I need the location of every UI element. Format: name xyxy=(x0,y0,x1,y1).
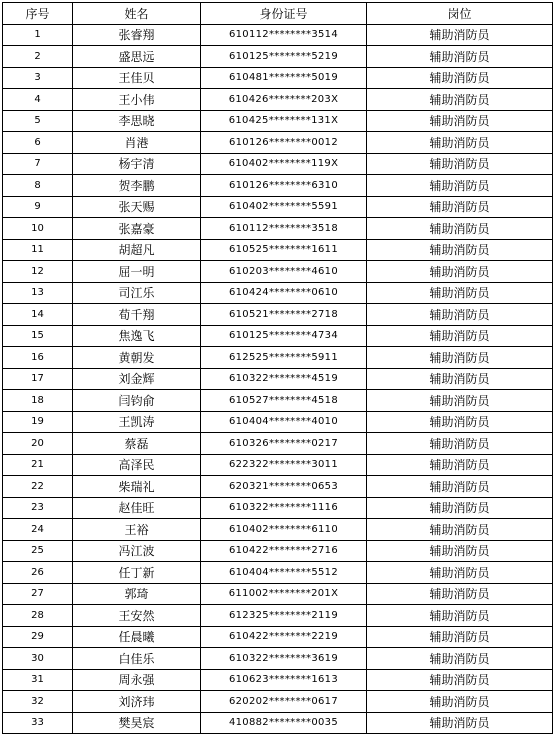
seq-cell: 12 xyxy=(3,261,73,283)
id-cell: 610402********5591 xyxy=(201,196,367,218)
post-cell: 辅助消防员 xyxy=(367,605,553,627)
id-cell: 610322********4519 xyxy=(201,368,367,390)
seq-cell: 32 xyxy=(3,691,73,713)
name-cell: 高泽民 xyxy=(73,454,201,476)
seq-cell: 2 xyxy=(3,46,73,68)
post-cell: 辅助消防员 xyxy=(367,691,553,713)
table-row xyxy=(3,153,553,175)
seq-cell: 23 xyxy=(3,497,73,519)
post-cell: 辅助消防员 xyxy=(367,153,553,175)
name-cell: 司江乐 xyxy=(73,282,201,304)
post-cell: 辅助消防员 xyxy=(367,67,553,89)
id-cell: 612325********2119 xyxy=(201,605,367,627)
name-cell: 任晨曦 xyxy=(73,626,201,648)
post-cell: 辅助消防员 xyxy=(367,347,553,369)
name-cell: 王裕 xyxy=(73,519,201,541)
table-row xyxy=(3,24,553,46)
post-cell: 辅助消防员 xyxy=(367,583,553,605)
id-cell: 610322********1116 xyxy=(201,497,367,519)
id-cell: 610425********131X xyxy=(201,110,367,132)
seq-cell: 6 xyxy=(3,132,73,154)
post-cell: 辅助消防员 xyxy=(367,175,553,197)
name-cell: 黄朝发 xyxy=(73,347,201,369)
id-cell: 610112********3518 xyxy=(201,218,367,240)
table-row xyxy=(3,282,553,304)
table-row xyxy=(3,691,553,713)
post-cell: 辅助消防员 xyxy=(367,196,553,218)
table-row xyxy=(3,67,553,89)
post-cell: 辅助消防员 xyxy=(367,261,553,283)
post-cell: 辅助消防员 xyxy=(367,712,553,734)
post-cell: 辅助消防员 xyxy=(367,282,553,304)
seq-cell: 14 xyxy=(3,304,73,326)
id-cell: 610404********4010 xyxy=(201,411,367,433)
post-cell: 辅助消防员 xyxy=(367,110,553,132)
personnel-table xyxy=(2,2,553,734)
name-cell: 白佳乐 xyxy=(73,648,201,670)
name-cell: 赵佳旺 xyxy=(73,497,201,519)
seq-cell: 5 xyxy=(3,110,73,132)
seq-cell: 13 xyxy=(3,282,73,304)
table-row xyxy=(3,433,553,455)
post-cell: 辅助消防员 xyxy=(367,89,553,111)
id-cell: 611002********201X xyxy=(201,583,367,605)
name-cell: 盛思远 xyxy=(73,46,201,68)
seq-cell: 21 xyxy=(3,454,73,476)
seq-cell: 19 xyxy=(3,411,73,433)
name-cell: 冯江波 xyxy=(73,540,201,562)
id-cell: 610402********6110 xyxy=(201,519,367,541)
table-row xyxy=(3,304,553,326)
name-cell: 荀千翔 xyxy=(73,304,201,326)
name-cell: 王凯涛 xyxy=(73,411,201,433)
id-cell: 610426********203X xyxy=(201,89,367,111)
table-row xyxy=(3,411,553,433)
post-cell: 辅助消防员 xyxy=(367,497,553,519)
name-cell: 贺李鹏 xyxy=(73,175,201,197)
seq-cell: 24 xyxy=(3,519,73,541)
name-cell: 郭琦 xyxy=(73,583,201,605)
name-cell: 柴瑞礼 xyxy=(73,476,201,498)
table-body xyxy=(3,24,553,734)
post-cell: 辅助消防员 xyxy=(367,669,553,691)
table-row xyxy=(3,261,553,283)
post-cell: 辅助消防员 xyxy=(367,24,553,46)
table-row xyxy=(3,89,553,111)
seq-cell: 10 xyxy=(3,218,73,240)
seq-cell: 18 xyxy=(3,390,73,412)
seq-cell: 30 xyxy=(3,648,73,670)
id-cell: 610527********4518 xyxy=(201,390,367,412)
post-cell: 辅助消防员 xyxy=(367,476,553,498)
post-cell: 辅助消防员 xyxy=(367,325,553,347)
post-cell: 辅助消防员 xyxy=(367,132,553,154)
post-cell: 辅助消防员 xyxy=(367,304,553,326)
id-cell: 610424********0610 xyxy=(201,282,367,304)
table-row xyxy=(3,476,553,498)
table-row xyxy=(3,562,553,584)
table-row xyxy=(3,626,553,648)
id-cell: 610126********6310 xyxy=(201,175,367,197)
post-cell: 辅助消防员 xyxy=(367,519,553,541)
seq-cell: 9 xyxy=(3,196,73,218)
id-cell: 612525********5911 xyxy=(201,347,367,369)
name-cell: 王安然 xyxy=(73,605,201,627)
table-row xyxy=(3,519,553,541)
table-row xyxy=(3,46,553,68)
id-cell: 610322********3619 xyxy=(201,648,367,670)
name-cell: 胡超凡 xyxy=(73,239,201,261)
table-row xyxy=(3,239,553,261)
id-cell: 410882********0035 xyxy=(201,712,367,734)
seq-cell: 15 xyxy=(3,325,73,347)
table-row xyxy=(3,110,553,132)
table-row xyxy=(3,347,553,369)
name-cell: 闫钧俞 xyxy=(73,390,201,412)
name-cell: 张睿翔 xyxy=(73,24,201,46)
id-cell: 610402********119X xyxy=(201,153,367,175)
name-cell: 王佳贝 xyxy=(73,67,201,89)
name-cell: 刘济玮 xyxy=(73,691,201,713)
seq-cell: 33 xyxy=(3,712,73,734)
seq-cell: 27 xyxy=(3,583,73,605)
post-cell: 辅助消防员 xyxy=(367,540,553,562)
id-cell: 610125********4734 xyxy=(201,325,367,347)
header-id: 身份证号 xyxy=(201,3,367,25)
id-cell: 610623********1613 xyxy=(201,669,367,691)
id-cell: 610112********3514 xyxy=(201,24,367,46)
id-cell: 610126********0012 xyxy=(201,132,367,154)
post-cell: 辅助消防员 xyxy=(367,626,553,648)
table-row xyxy=(3,390,553,412)
name-cell: 周永强 xyxy=(73,669,201,691)
table-header-row xyxy=(3,3,553,25)
seq-cell: 29 xyxy=(3,626,73,648)
name-cell: 焦逸飞 xyxy=(73,325,201,347)
table-row xyxy=(3,669,553,691)
post-cell: 辅助消防员 xyxy=(367,433,553,455)
seq-cell: 28 xyxy=(3,605,73,627)
seq-cell: 4 xyxy=(3,89,73,111)
table-row xyxy=(3,218,553,240)
table-row xyxy=(3,132,553,154)
table-row xyxy=(3,648,553,670)
name-cell: 李思晓 xyxy=(73,110,201,132)
name-cell: 张嘉豪 xyxy=(73,218,201,240)
id-cell: 610422********2219 xyxy=(201,626,367,648)
seq-cell: 31 xyxy=(3,669,73,691)
seq-cell: 7 xyxy=(3,153,73,175)
post-cell: 辅助消防员 xyxy=(367,239,553,261)
seq-cell: 26 xyxy=(3,562,73,584)
id-cell: 620321********0653 xyxy=(201,476,367,498)
seq-cell: 17 xyxy=(3,368,73,390)
table-row xyxy=(3,196,553,218)
header-post: 岗位 xyxy=(367,3,553,25)
table-row xyxy=(3,712,553,734)
table-row xyxy=(3,368,553,390)
seq-cell: 22 xyxy=(3,476,73,498)
post-cell: 辅助消防员 xyxy=(367,411,553,433)
id-cell: 610203********4610 xyxy=(201,261,367,283)
seq-cell: 25 xyxy=(3,540,73,562)
seq-cell: 1 xyxy=(3,24,73,46)
post-cell: 辅助消防员 xyxy=(367,390,553,412)
post-cell: 辅助消防员 xyxy=(367,368,553,390)
table-row xyxy=(3,325,553,347)
table-row xyxy=(3,454,553,476)
id-cell: 620202********0617 xyxy=(201,691,367,713)
table-row xyxy=(3,605,553,627)
header-seq: 序号 xyxy=(3,3,73,25)
id-cell: 610481********5019 xyxy=(201,67,367,89)
seq-cell: 11 xyxy=(3,239,73,261)
seq-cell: 20 xyxy=(3,433,73,455)
post-cell: 辅助消防员 xyxy=(367,562,553,584)
table-row xyxy=(3,540,553,562)
header-name: 姓名 xyxy=(73,3,201,25)
table-row xyxy=(3,175,553,197)
post-cell: 辅助消防员 xyxy=(367,648,553,670)
id-cell: 610326********0217 xyxy=(201,433,367,455)
name-cell: 蔡磊 xyxy=(73,433,201,455)
name-cell: 刘金辉 xyxy=(73,368,201,390)
id-cell: 610525********1611 xyxy=(201,239,367,261)
seq-cell: 16 xyxy=(3,347,73,369)
id-cell: 610521********2718 xyxy=(201,304,367,326)
id-cell: 610422********2716 xyxy=(201,540,367,562)
name-cell: 肖港 xyxy=(73,132,201,154)
seq-cell: 8 xyxy=(3,175,73,197)
name-cell: 杨宇清 xyxy=(73,153,201,175)
id-cell: 622322********3011 xyxy=(201,454,367,476)
post-cell: 辅助消防员 xyxy=(367,46,553,68)
id-cell: 610125********5219 xyxy=(201,46,367,68)
post-cell: 辅助消防员 xyxy=(367,454,553,476)
post-cell: 辅助消防员 xyxy=(367,218,553,240)
name-cell: 王小伟 xyxy=(73,89,201,111)
name-cell: 屈一明 xyxy=(73,261,201,283)
name-cell: 樊昊宸 xyxy=(73,712,201,734)
table-row xyxy=(3,497,553,519)
name-cell: 任丁新 xyxy=(73,562,201,584)
id-cell: 610404********5512 xyxy=(201,562,367,584)
table-row xyxy=(3,583,553,605)
name-cell: 张天赐 xyxy=(73,196,201,218)
seq-cell: 3 xyxy=(3,67,73,89)
